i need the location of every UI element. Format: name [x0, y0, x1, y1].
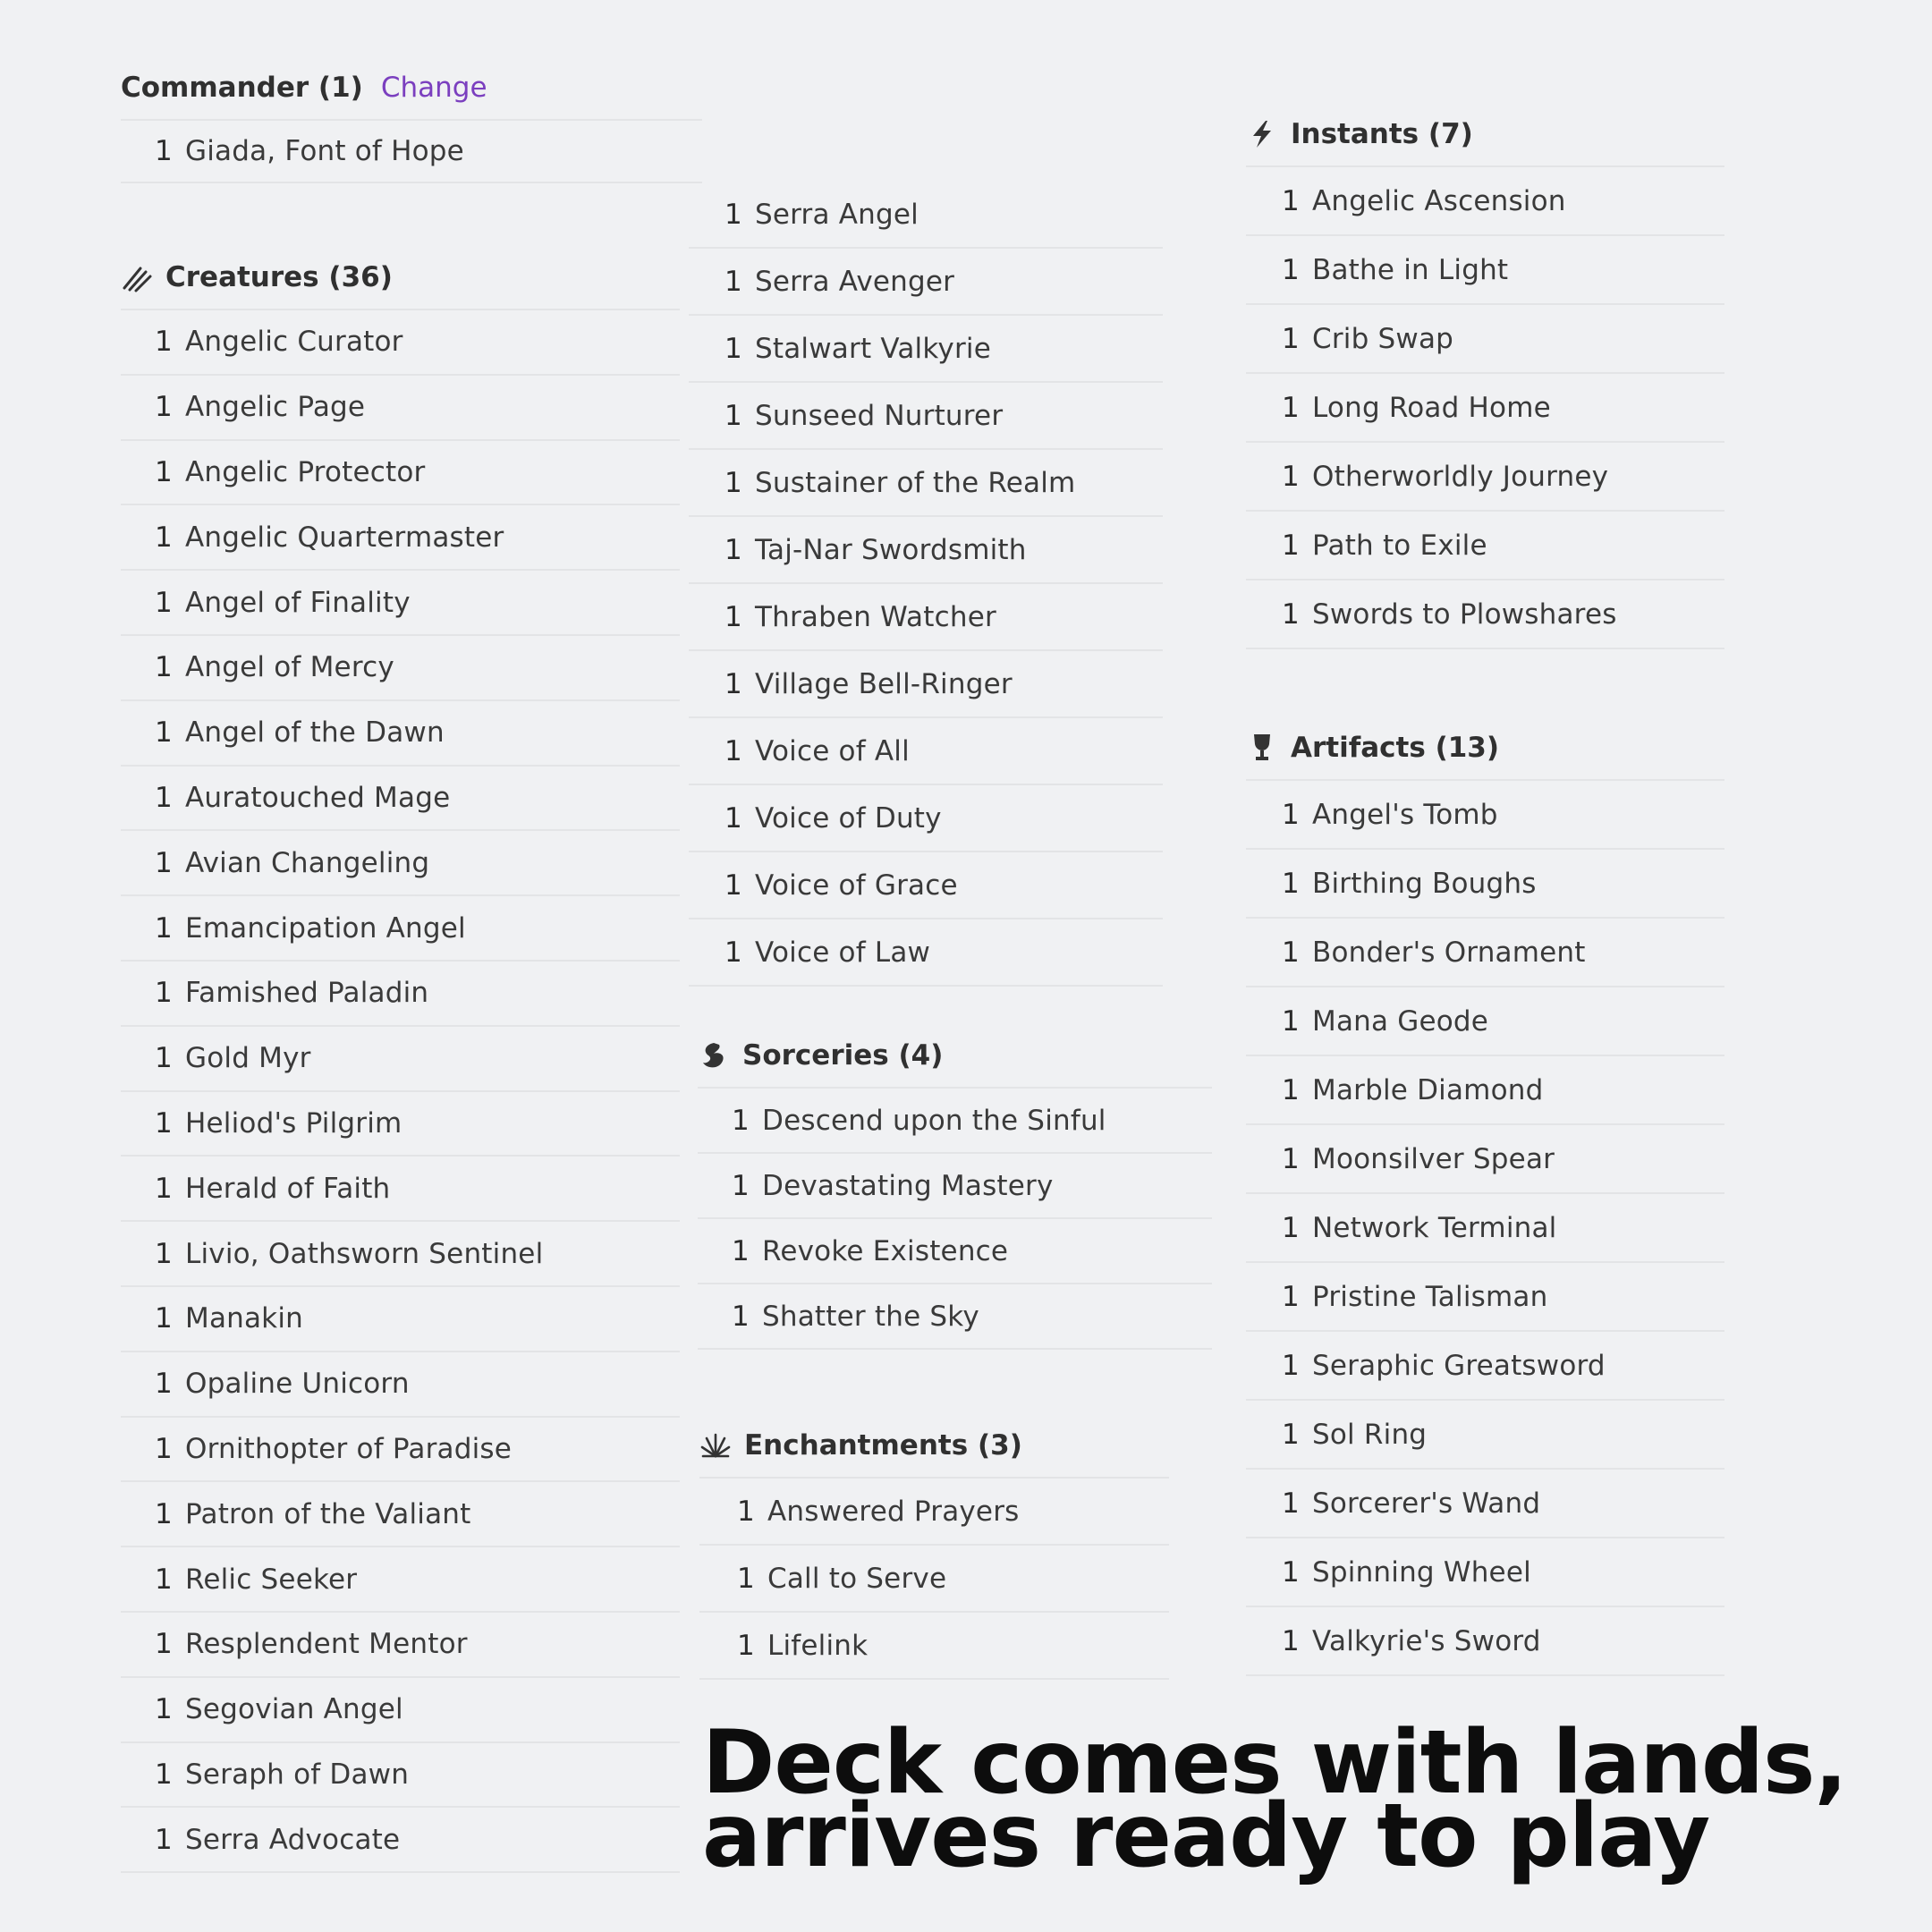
card-name: Angelic Ascension — [1312, 184, 1566, 217]
card-quantity: 1 — [724, 265, 742, 298]
card-row[interactable] — [1246, 1056, 1724, 1125]
card-quantity: 1 — [732, 1104, 750, 1137]
card-name: Emancipation Angel — [185, 911, 466, 945]
card-row[interactable] — [1246, 781, 1724, 850]
card-name: Sol Ring — [1312, 1418, 1428, 1451]
card-row[interactable] — [1246, 512, 1724, 580]
card-name: Herald of Faith — [185, 1172, 391, 1205]
card-name: Angel of the Dawn — [185, 716, 445, 750]
card-quantity: 1 — [155, 586, 173, 619]
card-quantity: 1 — [724, 198, 742, 231]
enchantments-header — [699, 1429, 1169, 1462]
enchantments-section — [699, 1429, 1169, 1680]
card-row[interactable] — [121, 505, 680, 571]
card-name: Seraph of Dawn — [185, 1758, 410, 1791]
card-quantity: 1 — [1282, 1418, 1300, 1451]
instant-bolt-icon — [1246, 118, 1278, 150]
card-row[interactable] — [121, 1743, 680, 1809]
card-row[interactable] — [121, 121, 702, 183]
card-row[interactable] — [1246, 305, 1724, 374]
card-name: Resplendent Mentor — [185, 1628, 468, 1661]
card-name: Patron of the Valiant — [185, 1497, 471, 1530]
enchantments-title: Enchantments (3) — [744, 1429, 1022, 1462]
card-row[interactable] — [689, 249, 1163, 316]
card-name: Ornithopter of Paradise — [185, 1432, 513, 1465]
card-quantity: 1 — [1282, 1349, 1300, 1382]
card-name: Sorcerer's Wand — [1312, 1487, 1541, 1520]
creature-claw-icon — [121, 261, 153, 293]
card-name: Network Terminal — [1312, 1211, 1557, 1244]
card-quantity: 1 — [1282, 1555, 1300, 1589]
card-row[interactable] — [121, 1157, 680, 1222]
card-name: Relic Seeker — [185, 1563, 358, 1596]
card-row[interactable] — [698, 1154, 1212, 1219]
card-row[interactable] — [121, 1222, 680, 1287]
card-quantity: 1 — [732, 1234, 750, 1267]
card-name: Giada, Font of Hope — [185, 135, 464, 167]
card-name: Bonder's Ornament — [1312, 936, 1586, 969]
card-name: Lifelink — [767, 1629, 869, 1662]
card-row[interactable] — [1246, 987, 1724, 1056]
card-name: Otherworldly Journey — [1312, 460, 1609, 493]
card-quantity: 1 — [1282, 936, 1300, 969]
card-row[interactable] — [698, 1284, 1212, 1350]
card-quantity: 1 — [155, 326, 173, 359]
card-row[interactable] — [121, 441, 680, 506]
enchantment-burst-icon — [699, 1429, 732, 1462]
sorceries-title: Sorceries (4) — [742, 1039, 944, 1072]
card-quantity: 1 — [155, 1693, 173, 1726]
instants-header — [1246, 118, 1724, 150]
card-row[interactable] — [689, 584, 1163, 651]
change-commander-link[interactable]: Change — [380, 72, 487, 104]
card-name: Avian Changeling — [185, 846, 430, 879]
card-quantity: 1 — [155, 781, 173, 814]
card-quantity: 1 — [155, 1368, 173, 1401]
card-quantity: 1 — [155, 1302, 173, 1335]
card-name: Path to Exile — [1312, 529, 1487, 562]
card-row[interactable] — [689, 383, 1163, 450]
card-row[interactable] — [1246, 580, 1724, 649]
card-name: Devastating Mastery — [762, 1169, 1054, 1202]
card-row[interactable] — [121, 1027, 680, 1092]
card-name: Revoke Existence — [762, 1234, 1009, 1267]
card-row[interactable] — [121, 1482, 680, 1547]
artifacts-title: Artifacts (13) — [1291, 732, 1500, 764]
card-quantity: 1 — [155, 1758, 173, 1791]
card-quantity: 1 — [155, 977, 173, 1010]
card-quantity: 1 — [724, 399, 742, 432]
card-name: Sunseed Nurturer — [755, 399, 1004, 432]
card-quantity: 1 — [1282, 1487, 1300, 1520]
card-row[interactable] — [689, 450, 1163, 517]
sorceries-section — [698, 1039, 1212, 1350]
creatures-title: Creatures (36) — [165, 261, 393, 293]
card-quantity: 1 — [724, 936, 742, 969]
card-row[interactable] — [698, 1089, 1212, 1154]
card-row[interactable] — [1246, 1401, 1724, 1470]
card-row[interactable] — [121, 1678, 680, 1743]
card-quantity: 1 — [724, 332, 742, 365]
card-row[interactable] — [1246, 236, 1724, 305]
artifacts-section — [1246, 732, 1724, 1676]
instants-section — [1246, 118, 1724, 649]
card-quantity: 1 — [724, 667, 742, 700]
card-row[interactable] — [121, 1092, 680, 1157]
card-row[interactable] — [699, 1479, 1169, 1546]
card-name: Shatter the Sky — [762, 1300, 979, 1333]
card-quantity: 1 — [724, 734, 742, 767]
card-row[interactable] — [1246, 443, 1724, 512]
card-quantity: 1 — [155, 1628, 173, 1661]
card-name: Angel of Mercy — [185, 651, 394, 684]
card-row[interactable] — [121, 962, 680, 1027]
card-quantity: 1 — [1282, 1624, 1300, 1657]
card-quantity: 1 — [737, 1629, 755, 1662]
card-quantity: 1 — [1282, 1211, 1300, 1244]
card-quantity: 1 — [1282, 798, 1300, 831]
card-row[interactable] — [689, 919, 1163, 987]
card-row[interactable] — [1246, 1263, 1724, 1332]
card-row[interactable] — [121, 376, 680, 441]
card-name: Birthing Boughs — [1312, 867, 1537, 900]
card-row[interactable] — [689, 182, 1163, 249]
card-row[interactable] — [689, 517, 1163, 584]
card-quantity: 1 — [724, 600, 742, 633]
card-row[interactable] — [689, 852, 1163, 919]
card-quantity: 1 — [155, 651, 173, 684]
commander-list — [121, 119, 702, 183]
card-name: Voice of Law — [755, 936, 931, 969]
card-quantity: 1 — [155, 846, 173, 879]
card-quantity: 1 — [155, 1432, 173, 1465]
sorceries-list — [698, 1087, 1212, 1350]
sorceries-header — [698, 1039, 1212, 1072]
card-row[interactable] — [121, 896, 680, 962]
commander-section — [121, 72, 702, 183]
card-quantity: 1 — [1282, 1142, 1300, 1175]
card-quantity: 1 — [155, 1823, 173, 1856]
artifact-chalice-icon — [1246, 732, 1278, 764]
card-quantity: 1 — [155, 1106, 173, 1140]
card-name: Taj-Nar Swordsmith — [755, 533, 1027, 566]
card-row[interactable] — [689, 316, 1163, 383]
instants-list — [1246, 165, 1724, 649]
card-quantity: 1 — [724, 533, 742, 566]
card-quantity: 1 — [732, 1300, 750, 1333]
card-name: Voice of Duty — [755, 801, 942, 835]
card-row[interactable] — [1246, 1194, 1724, 1263]
card-row[interactable] — [121, 1547, 680, 1613]
creatures-list-continued — [689, 182, 1163, 987]
card-quantity: 1 — [737, 1495, 755, 1528]
card-quantity: 1 — [155, 391, 173, 424]
card-quantity: 1 — [155, 521, 173, 554]
card-quantity: 1 — [155, 716, 173, 750]
card-quantity: 1 — [1282, 460, 1300, 493]
card-quantity: 1 — [724, 801, 742, 835]
card-row[interactable] — [1246, 1538, 1724, 1607]
creatures-section — [121, 261, 680, 1873]
caption-line-1: Deck comes with lands, — [702, 1712, 1847, 1814]
card-quantity: 1 — [1282, 1004, 1300, 1038]
card-name: Angel's Tomb — [1312, 798, 1498, 831]
card-row[interactable] — [121, 310, 680, 376]
card-row[interactable] — [1246, 1607, 1724, 1676]
card-name: Voice of Grace — [755, 869, 958, 902]
card-quantity: 1 — [155, 1237, 173, 1270]
card-row[interactable] — [121, 1418, 680, 1483]
card-quantity: 1 — [1282, 597, 1300, 631]
card-row[interactable] — [1246, 850, 1724, 919]
card-name: Livio, Oathsworn Sentinel — [185, 1237, 544, 1270]
creatures-list — [121, 309, 680, 1873]
card-row[interactable] — [699, 1546, 1169, 1613]
artifacts-header — [1246, 732, 1724, 764]
card-name: Pristine Talisman — [1312, 1280, 1548, 1313]
card-name: Auratouched Mage — [185, 781, 451, 814]
card-quantity: 1 — [737, 1562, 755, 1595]
card-name: Angel of Finality — [185, 586, 411, 619]
card-row[interactable] — [121, 571, 680, 636]
promo-caption — [702, 1712, 1910, 1887]
card-name: Thraben Watcher — [755, 600, 996, 633]
instants-title: Instants (7) — [1291, 118, 1473, 150]
card-name: Valkyrie's Sword — [1312, 1624, 1541, 1657]
card-row[interactable] — [689, 718, 1163, 785]
card-name: Gold Myr — [185, 1042, 311, 1075]
card-name: Crib Swap — [1312, 322, 1454, 355]
card-quantity: 1 — [1282, 322, 1300, 355]
card-quantity: 1 — [155, 1042, 173, 1075]
card-quantity: 1 — [155, 911, 173, 945]
card-name: Swords to Plowshares — [1312, 597, 1617, 631]
card-quantity: 1 — [1282, 391, 1300, 424]
commander-title: Commander (1) — [121, 72, 363, 104]
card-name: Stalwart Valkyrie — [755, 332, 991, 365]
card-name: Opaline Unicorn — [185, 1368, 410, 1401]
card-row[interactable] — [1246, 374, 1724, 443]
card-row[interactable] — [689, 785, 1163, 852]
card-row[interactable] — [121, 1808, 680, 1873]
card-name: Angelic Protector — [185, 455, 426, 488]
card-row[interactable] — [121, 1613, 680, 1678]
card-name: Angelic Quartermaster — [185, 521, 504, 554]
card-name: Seraphic Greatsword — [1312, 1349, 1606, 1382]
card-name: Serra Angel — [755, 198, 919, 231]
card-name: Voice of All — [755, 734, 910, 767]
card-quantity: 1 — [1282, 1073, 1300, 1106]
card-name: Bathe in Light — [1312, 253, 1509, 286]
card-name: Spinning Wheel — [1312, 1555, 1531, 1589]
card-quantity: 1 — [724, 466, 742, 499]
card-name: Manakin — [185, 1302, 303, 1335]
card-quantity: 1 — [732, 1169, 750, 1202]
creatures-list-cont — [689, 182, 1163, 987]
card-name: Call to Serve — [767, 1562, 947, 1595]
card-name: Famished Paladin — [185, 977, 429, 1010]
sorcery-swirl-icon — [698, 1039, 730, 1072]
card-row[interactable] — [1246, 1332, 1724, 1401]
card-row[interactable] — [121, 1352, 680, 1418]
card-name: Mana Geode — [1312, 1004, 1489, 1038]
caption-line-2: arrives ready to play — [702, 1785, 1710, 1887]
card-quantity: 1 — [155, 1497, 173, 1530]
card-row[interactable] — [121, 1287, 680, 1352]
card-name: Angelic Curator — [185, 326, 403, 359]
card-row[interactable] — [121, 767, 680, 832]
card-quantity: 1 — [1282, 253, 1300, 286]
card-quantity: 1 — [155, 455, 173, 488]
card-name: Marble Diamond — [1312, 1073, 1544, 1106]
card-name: Segovian Angel — [185, 1693, 403, 1726]
card-name: Serra Advocate — [185, 1823, 401, 1856]
card-quantity: 1 — [1282, 184, 1300, 217]
card-quantity: 1 — [1282, 867, 1300, 900]
card-row[interactable] — [689, 651, 1163, 718]
card-quantity: 1 — [1282, 529, 1300, 562]
card-quantity: 1 — [724, 869, 742, 902]
card-row[interactable] — [121, 831, 680, 896]
card-row[interactable] — [1246, 919, 1724, 987]
card-quantity: 1 — [1282, 1280, 1300, 1313]
creatures-header — [121, 261, 680, 293]
card-row[interactable] — [698, 1219, 1212, 1284]
commander-header — [121, 72, 702, 104]
card-name: Village Bell-Ringer — [755, 667, 1013, 700]
card-quantity: 1 — [155, 1172, 173, 1205]
artifacts-list — [1246, 779, 1724, 1676]
card-row[interactable] — [121, 701, 680, 767]
card-quantity: 1 — [155, 135, 173, 167]
card-row[interactable] — [121, 636, 680, 701]
card-row[interactable] — [699, 1613, 1169, 1680]
card-name: Sustainer of the Realm — [755, 466, 1076, 499]
card-name: Heliod's Pilgrim — [185, 1106, 402, 1140]
card-row[interactable] — [1246, 1125, 1724, 1194]
card-name: Serra Avenger — [755, 265, 955, 298]
card-quantity: 1 — [155, 1563, 173, 1596]
card-row[interactable] — [1246, 1470, 1724, 1538]
card-name: Descend upon the Sinful — [762, 1104, 1106, 1137]
card-name: Long Road Home — [1312, 391, 1551, 424]
card-row[interactable] — [1246, 167, 1724, 236]
enchantments-list — [699, 1477, 1169, 1680]
card-name: Angelic Page — [185, 391, 366, 424]
card-name: Answered Prayers — [767, 1495, 1020, 1528]
card-name: Moonsilver Spear — [1312, 1142, 1555, 1175]
